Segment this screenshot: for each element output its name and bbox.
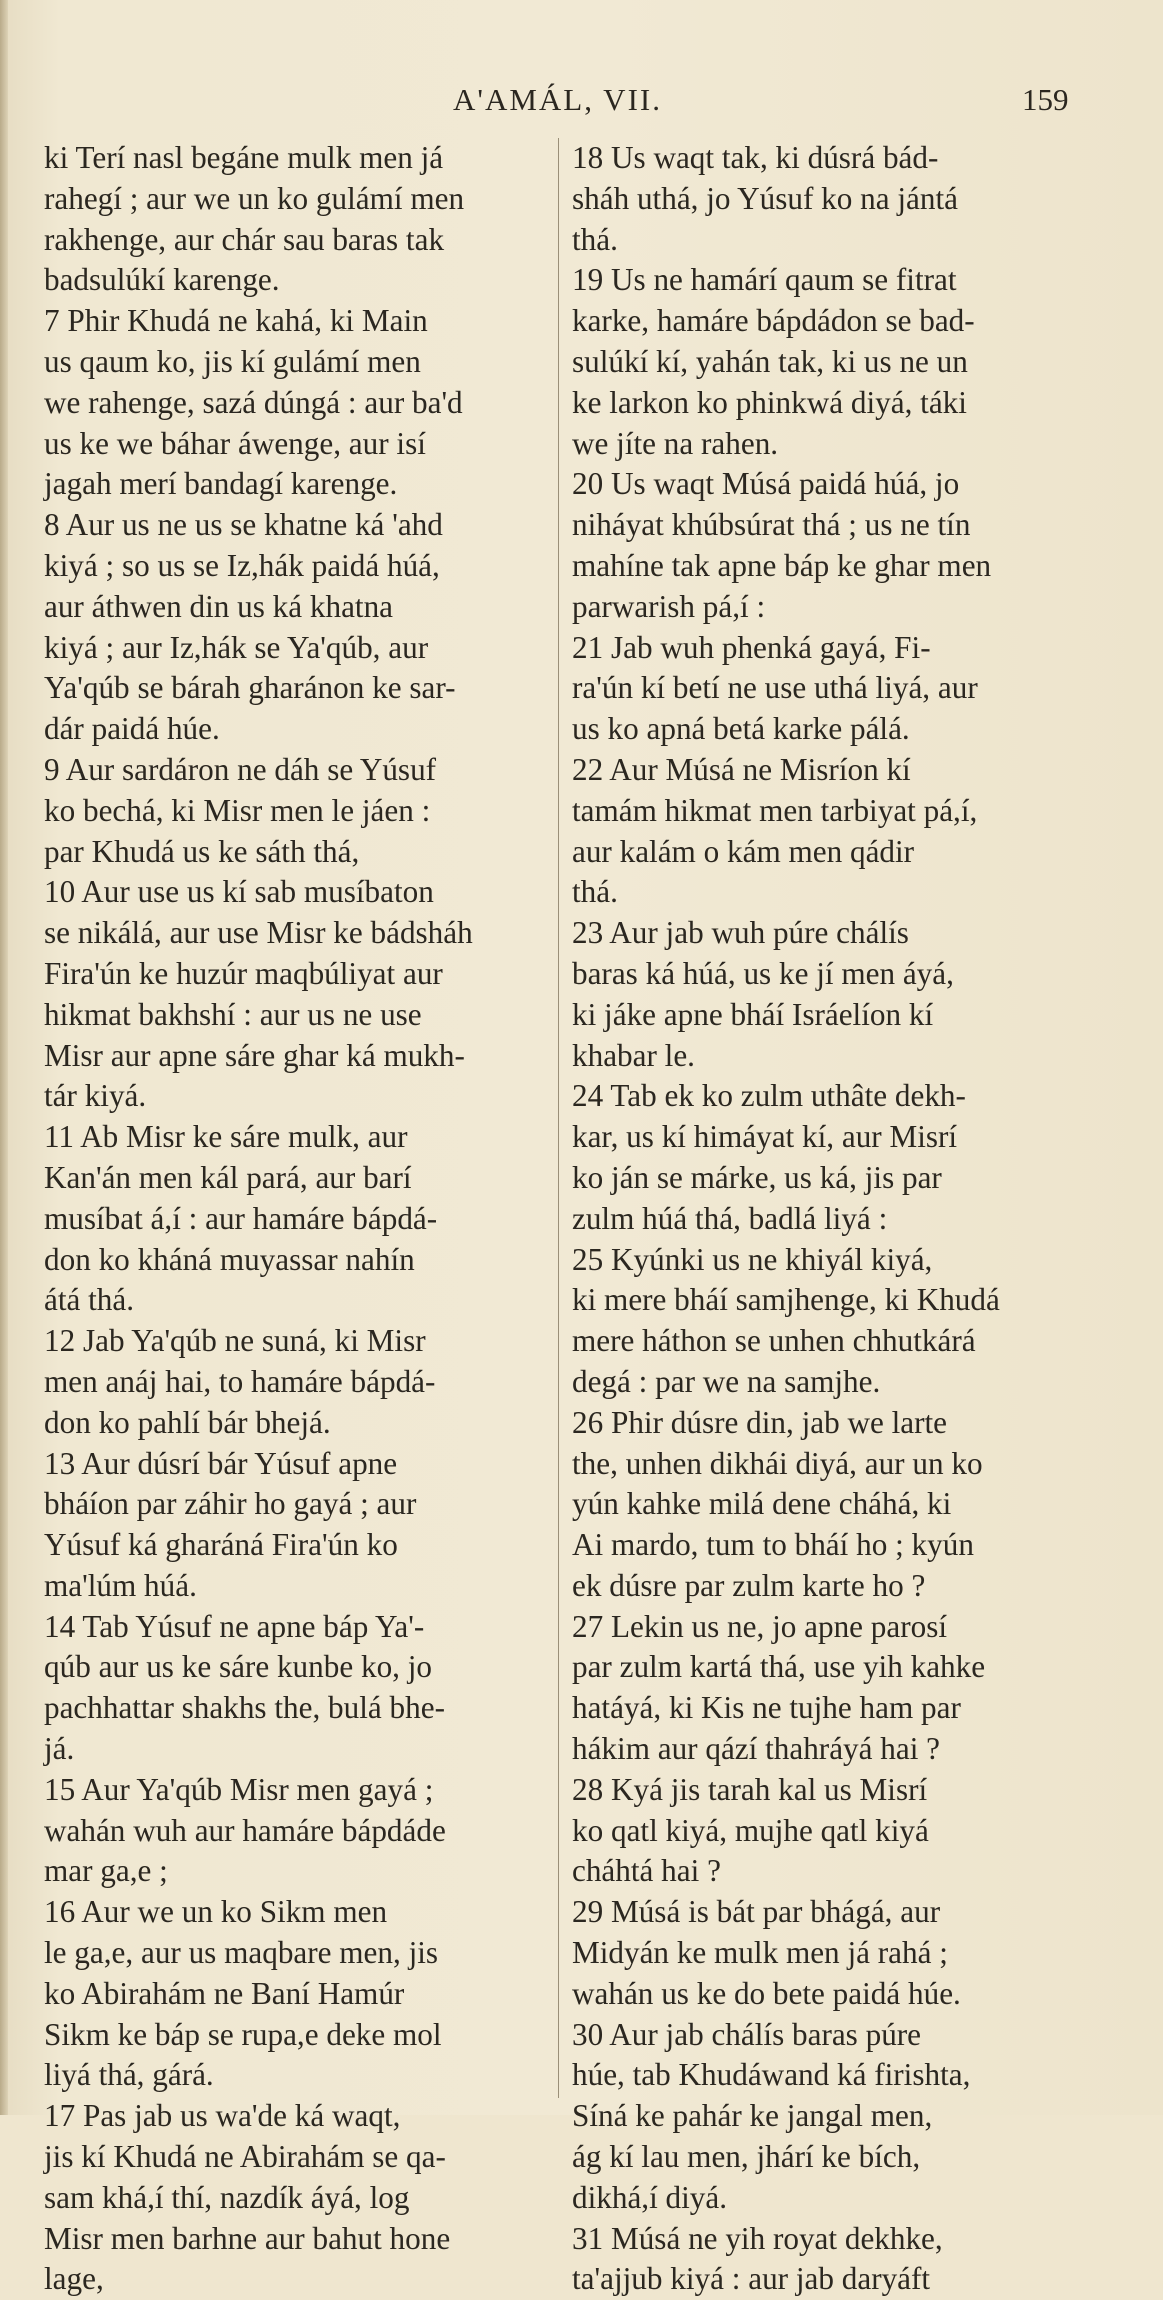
text-line: dár paidá húe. <box>44 711 220 747</box>
text-line: badsulúkí karenge. <box>44 262 280 298</box>
text-line: hákim aur qází thahráyá hai ? <box>572 1731 941 1767</box>
text-line: the, unhen dikhái diyá, aur un ko <box>572 1445 983 1481</box>
text-line: kiyá ; so us se Iz,hák paidá húá, <box>44 547 440 583</box>
text-line: sháh uthá, jo Yúsuf ko na jántá <box>572 180 959 216</box>
text-line: 25 Kyúnki us ne khiyál kiyá, <box>572 1241 933 1277</box>
text-line: 12 Jab Ya'qúb ne suná, ki Misr <box>44 1323 426 1359</box>
text-line: ko bechá, ki Misr men le jáen : <box>44 792 431 828</box>
text-line: Fira'ún ke huzúr maqbúliyat aur <box>44 955 443 991</box>
text-line: hatáyá, ki Kis ne tujhe ham par <box>572 1690 961 1726</box>
text-line: rahegí ; aur we un ko gulámí men <box>44 180 465 216</box>
text-line: ki jáke apne bháí Isráelíon kí <box>572 996 934 1032</box>
text-line: 19 Us ne hamárí qaum se fitrat <box>572 262 957 298</box>
text-line: we rahenge, sazá dúngá : aur ba'd <box>44 384 463 420</box>
text-line: jagah merí bandagí karenge. <box>44 466 398 502</box>
text-line: 15 Aur Ya'qúb Misr men gayá ; <box>44 1771 434 1807</box>
text-line: se nikálá, aur use Misr ke bádsháh <box>44 915 473 951</box>
text-line: niháyat khúbsúrat thá ; us ne tín <box>572 507 971 543</box>
text-line: jis kí Khudá ne Abirahám se qa- <box>44 2139 446 2175</box>
text-line: ko Abirahám ne Baní Hamúr <box>44 1975 405 2011</box>
text-line: 31 Músá ne yih royat dekhke, <box>572 2220 943 2256</box>
text-line: men anáj hai, to hamáre bápdá- <box>44 1363 436 1399</box>
text-line: ke larkon ko phinkwá diyá, táki <box>572 384 967 420</box>
text-line: 13 Aur dúsrí bár Yúsuf apne <box>44 1445 398 1481</box>
text-line: yún kahke milá dene cháhá, ki <box>572 1486 952 1522</box>
text-line: thá. <box>572 221 618 257</box>
text-line: 11 Ab Misr ke sáre mulk, aur <box>44 1119 408 1155</box>
text-line: ki Terí nasl begáne mulk men já <box>44 140 444 175</box>
text-line: 10 Aur use us kí sab musíbaton <box>44 874 434 910</box>
text-line: mere háthon se unhen chhutkárá <box>572 1323 976 1359</box>
text-line: ra'ún kí betí ne use uthá liyá, aur <box>572 670 978 706</box>
text-line: tár kiyá. <box>44 1078 147 1114</box>
left-column <box>44 138 547 2300</box>
text-line: 21 Jab wuh phenká gayá, Fi- <box>572 629 931 665</box>
text-line: 26 Phir dúsre din, jab we larte <box>572 1404 948 1440</box>
text-line: 8 Aur us ne us se khatne ká 'ahd <box>44 507 443 543</box>
text-line: 20 Us waqt Músá paidá húá, jo <box>572 466 960 502</box>
text-line: wahán wuh aur hamáre bápdáde <box>44 1812 446 1848</box>
text-line: thá. <box>572 874 618 910</box>
text-line: Midyán ke mulk men já rahá ; <box>572 1935 948 1971</box>
text-line: 24 Tab ek ko zulm uthâte dekh- <box>572 1078 966 1114</box>
text-line: le ga,e, aur us maqbare men, jis <box>44 1935 439 1971</box>
text-line: 9 Aur sardáron ne dáh se Yúsuf <box>44 751 437 787</box>
text-line: kiyá ; aur Iz,hák se Ya'qúb, aur <box>44 629 429 665</box>
text-line: ág kí lau men, jhárí ke bích, <box>572 2139 921 2175</box>
text-line: musíbat á,í : aur hamáre bápdá- <box>44 1200 438 1236</box>
text-line: us qaum ko, jis kí gulámí men <box>44 343 421 379</box>
text-line: karke, hamáre bápdádon se bad- <box>572 303 975 339</box>
text-line: aur kalám o kám men qádir <box>572 833 915 869</box>
text-line: já. <box>44 1731 75 1767</box>
text-line: qúb aur us ke sáre kunbe ko, jo <box>44 1649 433 1685</box>
text-line: 29 Músá is bát par bhágá, aur <box>572 1894 941 1930</box>
text-line: 14 Tab Yúsuf ne apne báp Ya'- <box>44 1608 425 1644</box>
text-line: 22 Aur Músá ne Misríon kí <box>572 751 911 787</box>
text-line: sulúkí kí, yahán tak, ki us ne un <box>572 343 968 379</box>
text-line: ki mere bháí samjhenge, ki Khudá <box>572 1282 1000 1318</box>
text-line: hikmat bakhshí : aur us ne use <box>44 996 422 1032</box>
text-line: 28 Kyá jis tarah kal us Misrí <box>572 1771 928 1807</box>
right-column <box>572 138 1096 2300</box>
text-line: liyá thá, gárá. <box>44 2057 214 2093</box>
text-line: ek dúsre par zulm karte ho ? <box>572 1567 926 1603</box>
text-line: átá thá. <box>44 1282 135 1318</box>
text-line: par Khudá us ke sáth thá, <box>44 833 360 869</box>
text-line: us ko apná betá karke pálá. <box>572 711 910 747</box>
text-line: mar ga,e ; <box>44 1853 168 1889</box>
text-line: 17 Pas jab us wa'de ká waqt, <box>44 2098 401 2134</box>
text-line: 30 Aur jab chálís baras púre <box>572 2016 922 2052</box>
text-line: kar, us kí himáyat kí, aur Misrí <box>572 1119 958 1155</box>
text-line: ko ján se márke, us ká, jis par <box>572 1159 942 1195</box>
text-line: bháíon par záhir ho gayá ; aur <box>44 1486 417 1522</box>
page-header <box>0 82 1163 122</box>
text-line: Sikm ke báp se rupa,e deke mol <box>44 2016 442 2052</box>
text-line: khabar le. <box>572 1037 695 1073</box>
page-number: 159 <box>1022 82 1069 117</box>
text-line: pachhattar shakhs the, bulá bhe- <box>44 1690 445 1726</box>
text-line: Misr aur apne sáre ghar ká mukh- <box>44 1037 465 1073</box>
text-line: Ai mardo, tum to bháí ho ; kyún <box>572 1527 974 1563</box>
text-line: 7 Phir Khudá ne kahá, ki Main <box>44 303 428 339</box>
text-line: Síná ke pahár ke jangal men, <box>572 2098 933 2134</box>
column-divider <box>558 138 559 2098</box>
text-line: par zulm kartá thá, use yih kahke <box>572 1649 986 1685</box>
text-line: 18 Us waqt tak, ki dúsrá bád- <box>572 140 939 175</box>
running-title: A'AMÁL, VII. <box>453 82 662 117</box>
text-line: us ke we báhar áwenge, aur isí <box>44 425 426 461</box>
text-line: don ko pahlí bár bhejá. <box>44 1404 331 1440</box>
text-line: 23 Aur jab wuh púre chálís <box>572 915 909 951</box>
text-line: Ya'qúb se bárah gharánon ke sar- <box>44 670 456 706</box>
text-line: cháhtá hai ? <box>572 1853 721 1889</box>
text-line: rakhenge, aur chár sau baras tak <box>44 221 445 257</box>
text-line: Yúsuf ká gharáná Fira'ún ko <box>44 1527 398 1563</box>
text-line: baras ká húá, us ke jí men áyá, <box>572 955 954 991</box>
text-line: Misr men barhne aur bahut hone <box>44 2220 451 2256</box>
text-line: degá : par we na samjhe. <box>572 1363 881 1399</box>
text-line: aur áthwen din us ká khatna <box>44 588 394 624</box>
page-gutter <box>0 0 8 2115</box>
text-line: húe, tab Khudáwand ká firishta, <box>572 2057 971 2093</box>
text-line: dikhá,í diyá. <box>572 2179 728 2215</box>
text-line: ko qatl kiyá, mujhe qatl kiyá <box>572 1812 929 1848</box>
text-line: don ko kháná muyassar nahín <box>44 1241 415 1277</box>
text-line: tamám hikmat men tarbiyat pá,í, <box>572 792 978 828</box>
text-line: wahán us ke do bete paidá húe. <box>572 1975 961 2011</box>
text-line: 16 Aur we un ko Sikm men <box>44 1894 388 1930</box>
text-line: zulm húá thá, badlá liyá : <box>572 1200 888 1236</box>
text-line: ma'lúm húá. <box>44 1567 197 1603</box>
text-line: lage, <box>44 2261 104 2297</box>
text-line: sam khá,í thí, nazdík áyá, log <box>44 2179 410 2215</box>
text-line: parwarish pá,í : <box>572 588 766 624</box>
text-line: Kan'án men kál pará, aur barí <box>44 1159 412 1195</box>
text-line: we jíte na rahen. <box>572 425 779 461</box>
text-line: ta'ajjub kiyá : aur jab daryáft <box>572 2261 931 2297</box>
text-line: 27 Lekin us ne, jo apne parosí <box>572 1608 948 1644</box>
text-line: mahíne tak apne báp ke ghar men <box>572 547 992 583</box>
